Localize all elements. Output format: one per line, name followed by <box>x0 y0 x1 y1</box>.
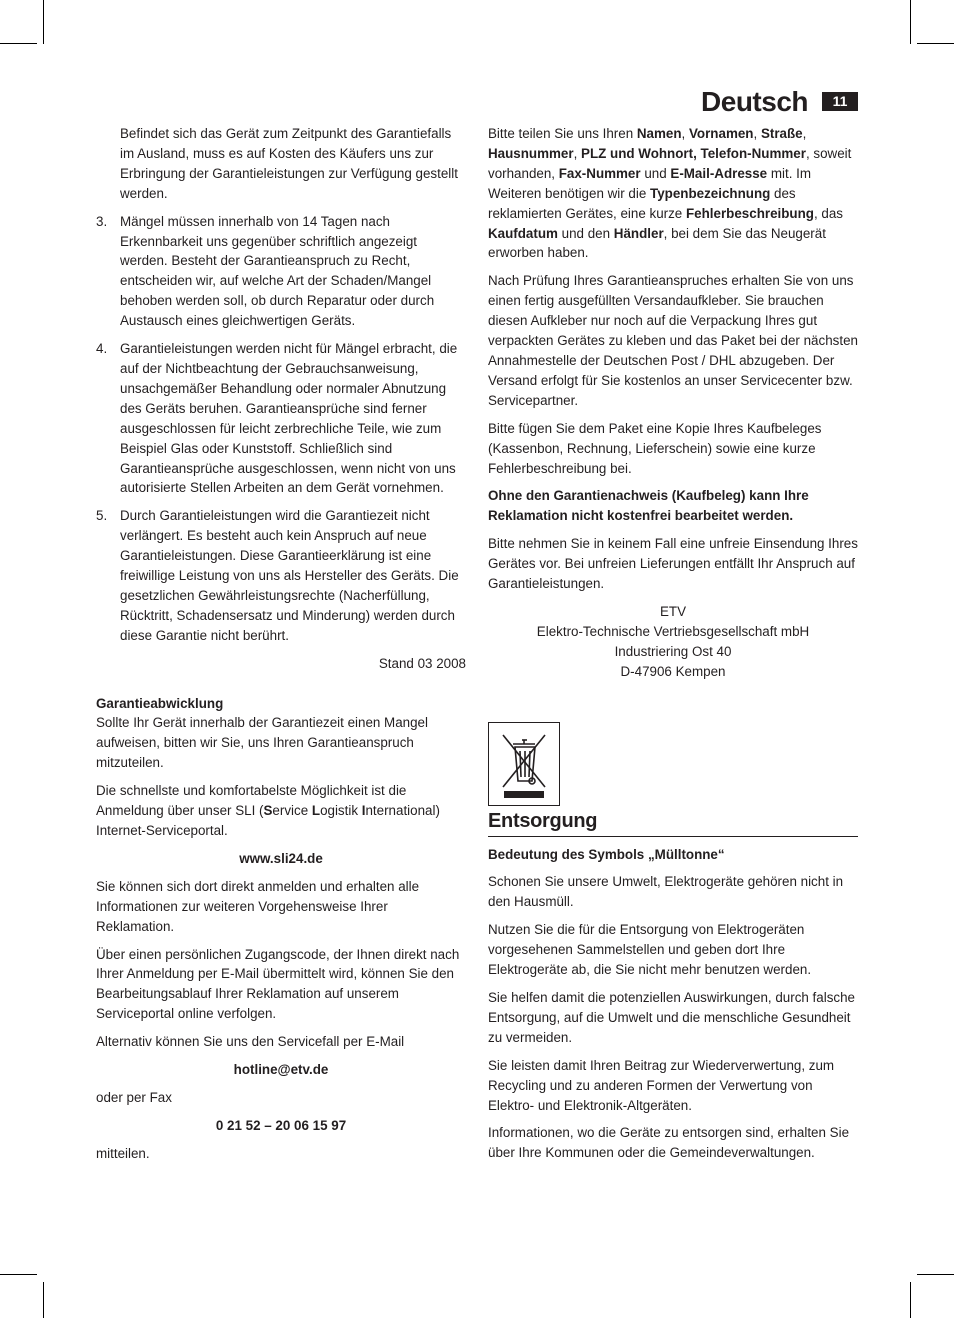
address-line: ETV <box>659 603 687 619</box>
list-number: 3. <box>96 213 108 229</box>
paragraph: Bitte nehmen Sie in keinem Fall eine unfreie Einsendung Ihres Gerätes vor. Bei unfreien Lieferungen entfällt Ihr Anspruch auf Garantieleistungen. <box>488 536 858 592</box>
language-header: Deutsch <box>701 86 808 117</box>
crop-mark <box>917 43 954 44</box>
address-line: D-47906 Kempen <box>620 663 726 679</box>
crop-mark <box>917 1274 954 1275</box>
section-heading: Garantieabwicklung <box>96 695 224 711</box>
website-link[interactable]: www.sli24.de <box>239 850 323 866</box>
paragraph: Sie helfen damit die potenziellen Auswirkungen, durch falsche Entsorgung, auf die Umwelt und die menschliche Gesundheit zu vermeiden. <box>488 990 855 1045</box>
crop-mark <box>910 0 911 44</box>
list-item <box>96 339 466 498</box>
address-line: Industriering Ost 40 <box>614 643 732 659</box>
list-item <box>96 506 466 645</box>
crop-mark <box>43 1282 44 1318</box>
sli-paragraph: Die schnellste und komfortabelste Möglichkeit ist die Anmeldung über unser SLI (Service Logistik International) Internet-Serviceportal. <box>96 783 440 838</box>
sub-heading: Bedeutung des Symbols „Mülltonne“ <box>488 846 725 862</box>
section-title: Entsorgung <box>488 808 858 837</box>
page-number: 11 <box>822 92 858 111</box>
email-link[interactable]: hotline@etv.de <box>233 1062 329 1078</box>
crop-mark <box>43 0 44 44</box>
paragraph: Sollte Ihr Gerät innerhalb der Garantiezeit einen Mangel aufweisen, bitten wir Sie, uns Ihren Garantieanspruch mitzuteilen. <box>96 715 428 771</box>
stand-date: Stand 03 2008 <box>378 655 466 671</box>
warning-paragraph: Ohne den Garantienachweis (Kaufbeleg) kann Ihre Reklamation nicht kostenfrei bearbeitet werden. <box>488 488 809 524</box>
crop-mark <box>910 1282 911 1318</box>
fax-number: 0 21 52 – 20 06 15 97 <box>215 1117 347 1133</box>
warranty-abroad-paragraph: Befindet sich das Gerät zum Zeitpunkt des Garantiefalls im Ausland, muss es auf Kosten des Käufers uns zur Erbringung der Garantieleistungen zur Verfügung gestellt werden. <box>120 126 458 201</box>
paragraph: Sie können sich dort direkt anmelden und erhalten alle Informationen zur weiteren Vorgehensweise Ihrer Reklamation. <box>96 878 420 934</box>
paragraph: Nach Prüfung Ihres Garantieanspruches erhalten Sie von uns einen fertig ausgefüllten Versandaufkleber. Sie brauchen diesen Aufkleber nur noch auf die Verpackung Ihres gut verpackten Gerätes zu kleben und das Paket bei der nächsten Annahmestelle der Deutschen Post / DHL abzugeben. Der Versand erfolgt für Sie kostenlos an unser Servicecenter bzw. Servicepartner. <box>488 273 858 408</box>
left-column <box>96 124 466 1172</box>
paragraph: mitteilen. <box>96 1145 150 1161</box>
crop-mark <box>0 43 37 44</box>
paragraph: Nutzen Sie die für die Entsorgung von Elektrogeräten vorgesehenen Sammelstellen und geben dort Ihre Elektrogeräte ab, die Sie nicht mehr benutzen werden. <box>488 922 812 978</box>
crossed-out-wheelie-bin-icon <box>488 722 560 806</box>
crop-mark <box>0 1274 37 1275</box>
paragraph: Schonen Sie unsere Umwelt, Elektrogeräte gehören nicht in den Hausmüll. <box>488 874 844 910</box>
paragraph: Informationen, wo die Geräte zu entsorgen sind, erhalten Sie über Ihre Kommunen oder die Gemeindeverwaltungen. <box>488 1125 850 1161</box>
right-column <box>488 124 858 1171</box>
list-text: Garantieleistungen werden nicht für Mängel erbracht, die auf der Nichtbeachtung der Gebrauchsanweisung, unsachgemäßer Behandlung oder normaler Abnutzung des Geräts beruhen. Garantieansprüche sind ferner ausgeschlossen für leicht zerbrechliche Teile, wie zum Beispiel Glas oder Kunststoff. Schließlich sind Garantieansprüche ausgeschlossen, wenn nicht von uns autorisierte Stellen Arbeiten an dem Gerät vornehmen. <box>120 341 458 496</box>
address-line: Elektro-Technische Vertriebsgesellschaft mbH <box>536 623 810 639</box>
list-number: 4. <box>96 341 108 357</box>
list-number: 5. <box>96 508 108 524</box>
paragraph: Bitte fügen Sie dem Paket eine Kopie Ihres Kaufbeleges (Kassenbon, Rechnung, Lieferschein) sowie eine kurze Fehlerbeschreibung bei. <box>488 420 822 476</box>
list-item <box>96 212 466 331</box>
contact-info-paragraph: Bitte teilen Sie uns Ihren Namen, Vornamen, Straße, Hausnummer, PLZ und Wohnort, Telefon-Nummer, soweit vorhanden, Fax-Nummer und E-Mail-Adresse mit. Im Weiteren benötigen wir die Typenbezeichnung des reklamierten Gerätes, eine kurze Fehlerbeschreibung, das Kaufdatum und den Händler, bei dem Sie das Neugerät erworben haben. <box>488 126 852 261</box>
list-text: Mängel müssen innerhalb von 14 Tagen nach Erkennbarkeit uns gegenüber schriftlich angezeigt werden. Besteht der Garantieanspruch zu Recht, entscheiden wir, auf welche Art der Schaden/Mangel behoben werden soll, ob durch Reparatur oder durch Austausch eines gleichwertigen Geräts. <box>120 213 435 329</box>
paragraph: Sie leisten damit Ihren Beitrag zur Wiederverwertung, zum Recycling und zu anderen Formen der Verwertung von Elektro- und Elektronik-Altgeräten. <box>488 1057 835 1113</box>
paragraph: Über einen persönlichen Zugangscode, der Ihnen direkt nach Ihrer Anmeldung per E-Mail übermittelt wird, können Sie den Bearbeitungsablauf Ihrer Reklamation auf unserem Serviceportal online verfolgen. <box>96 946 460 1022</box>
paragraph: Alternativ können Sie uns den Servicefall per E-Mail <box>96 1034 405 1050</box>
paragraph: oder per Fax <box>96 1089 172 1105</box>
list-text: Durch Garantieleistungen wird die Garantiezeit nicht verlängert. Es besteht auch kein Anspruch auf neue Garantieleistungen. Diese Garantieerklärung ist eine freiwillige Leistung von uns als Hersteller des Geräts. Die gesetzlichen Gewährleistungsrechte (Nacherfüllung, Rücktritt, Schadensersatz und Minderung) werden durch diese Garantie nicht berührt. <box>120 508 459 643</box>
